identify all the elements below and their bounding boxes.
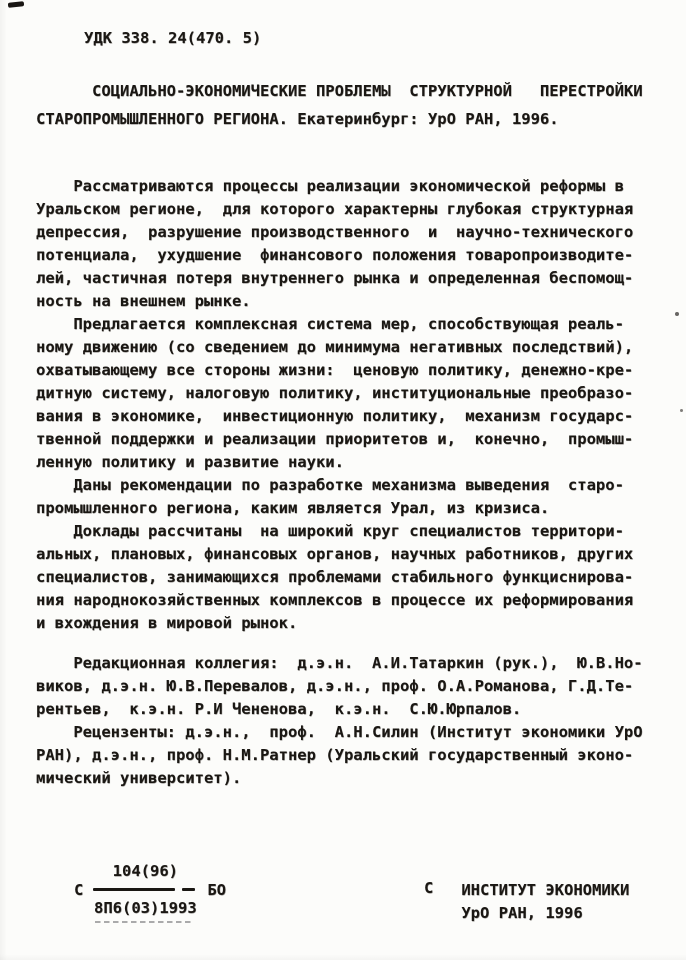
text-line: Рассматриваются процессы реализации экономической реформы в	[36, 177, 624, 195]
imprint-suffix: БО	[207, 880, 227, 899]
fraction-line-segment	[93, 888, 175, 891]
text-line: промышленного региона, каким является Урал, из кризиса.	[36, 499, 550, 517]
text-line: рентьев, к.э.н. Р.И Чененова, к.э.н. С.Ю.Юрпалов.	[36, 700, 522, 718]
text-line: специалистов, занимающихся проблемами стабильного функциснирова-	[36, 568, 634, 586]
book-title	[36, 77, 643, 133]
publisher-lines	[461, 879, 629, 924]
text-line: Предлагается комплексная система мер, способствующая реаль-	[36, 315, 624, 333]
ink-smudge	[8, 1, 24, 8]
text-line: депрессия, разрушение производственного и научно-технического	[36, 223, 634, 241]
fraction-line-segment	[182, 888, 195, 891]
copyright-sign-left: С	[74, 880, 84, 899]
scan-speck	[680, 409, 683, 412]
text-line: СОЦИАЛЬНО-ЭКОНОМИЧЕСКИЕ ПРОБЛЕМЫ СТРУКТУРНОЙ ПЕРЕСТРОЙКИ	[36, 82, 643, 100]
publisher-copyright	[424, 879, 629, 924]
text-line: и вхождения в мировой рынок.	[36, 614, 298, 632]
text-line: РАН), д.э.н., проф. Н.М.Ратнер (Уральский государственный эконо-	[36, 746, 634, 764]
text-line: Редакционная коллегия: д.э.н. А.И.Татаркин (рук.), Ю.В.Но-	[36, 654, 643, 672]
abstract-text	[36, 175, 633, 635]
scan-speck	[675, 312, 679, 316]
text-line: Доклады рассчитаны на широкий круг специалистов территори-	[36, 522, 624, 540]
credits-text	[36, 652, 643, 790]
text-line: твенной поддержки и реализации приоритетов и, конечно, промыш-	[36, 430, 634, 448]
text-line: ному движению (со сведением до минимума негативных последствий),	[36, 338, 634, 356]
catalog-fraction	[93, 858, 197, 921]
text-line: охватывающему все стороны жизни: ценовую политику, денежно-кре-	[36, 361, 634, 379]
text-line: вания в экономике, инвестиционную политику, механизм государс-	[36, 407, 634, 425]
text-line: Уральском регионе, для которого характерны глубокая структурная	[36, 200, 634, 218]
text-line: ния народнокозяйственных комплексов в процессе их реформирования	[36, 591, 634, 609]
text-line: виков, д.э.н. Ю.В.Перевалов, д.э.н., проф. О.А.Романова, Г.Д.Те-	[36, 677, 634, 695]
text-line: лей, частичная потеря внутреннего рынка и определенная беспомощ-	[36, 269, 634, 287]
text-line: дитную систему, налоговую политику, институциональные преобразо-	[36, 384, 634, 402]
text-line: СТАРОПРОМЫШЛЕННОГО РЕГИОНА. Екатеринбург: УрО РАН, 1996.	[36, 110, 559, 128]
publisher-year: УрО РАН, 1996	[461, 903, 583, 922]
text-line: мический университет).	[36, 769, 242, 787]
text-line: ность на внешнем рынке.	[36, 292, 251, 310]
text-line: потенциала, ухудшение финансового положения товаропроизводите-	[36, 246, 634, 264]
copyright-sign-right: С	[424, 879, 434, 897]
text-line: Рецензенты: д.э.н., проф. А.Н.Силин (Институт экономики УрО	[36, 723, 643, 741]
text-line: Даны рекомендации по разработке механизма выведения старо-	[36, 476, 624, 494]
catalog-numerator: 104(96)	[112, 862, 178, 880]
catalog-denominator: 8П6(03)1993	[93, 895, 197, 921]
udc-line: УДК 338. 24(470. 5)	[84, 29, 262, 47]
publisher-name: ИНСТИТУТ ЭКОНОМИКИ	[461, 881, 630, 899]
fraction-line	[93, 888, 197, 891]
text-line: ленную политику и развитие науки.	[36, 453, 344, 471]
text-line: альных, плановых, финансовых органов, научных работников, других	[36, 545, 634, 563]
catalog-imprint	[74, 858, 226, 921]
